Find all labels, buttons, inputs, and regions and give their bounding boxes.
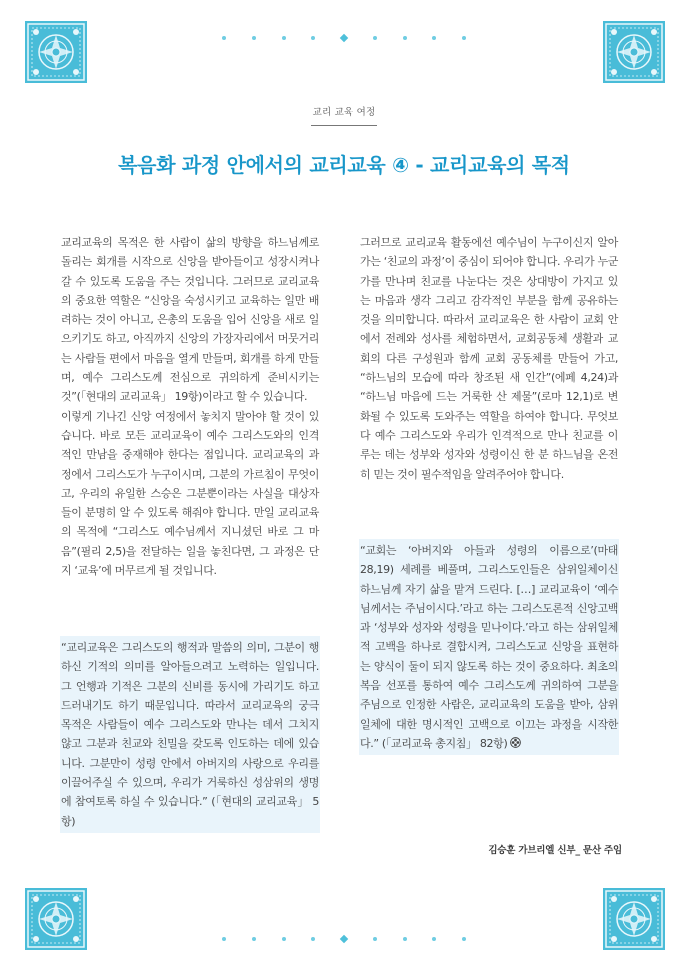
divider-dot [373, 36, 377, 40]
quote-text: “교리교육은 그리스도의 행적과 말씀의 의미, 그분이 행하신 기적의 의미를 알아들으려고 노력하는 일입니다. 그 언행과 기적은 그분의 신비를 동시에 가리기도 하고 드러내기도 하기 때문입니다. 따라서 교리교육의 궁극 목적은 사람들이 예수 그리스도와 만나는 데서 그치지 않고 그분과 친교와 친밀을 갖도록 인도하는 데에 있습니다. 그분만이 성령 안에서 아버지의 사랑으로 우리를 이끌어주실 수 있으며, 우리가 거룩하신 성삼위의 생명에 참여토록 하실 수 있습니다.” (「현대의 교리교육」 5항) [61, 641, 319, 828]
divider-dot [222, 937, 226, 941]
corner-ornament-top-left [24, 20, 88, 84]
divider-dot [222, 36, 226, 40]
body-paragraph: 그러므로 교리교육 활동에선 예수님이 누구이신지 알아가는 ‘친교의 과정’이 중심이 되어야 합니다. 우리가 누군가를 만나며 친교를 나눈다는 것은 상대방이 가지고 있는 마음과 생각 그리고 감각적인 부분을 함께 공유하는 것을 의미합니다. 따라서 교리교육은 한 사람이 교회 안에서 전례와 성사를 체험하면서, 교회공동체 생활과 교회의 다른 구성원과 함께 교회 공동체를 만들어 가고, “하느님의 모습에 따라 창조된 새 인간”(에페 4,24)과 “하느님 마음에 드는 거룩한 산 제물”(로마 12,1)로 변화될 수 있도록 도와주는 역할을 하여야 합니다. 무엇보다 예수 그리스도와 우리가 인격적으로 만나 친교를 이루는 데는 성부와 성자와 성령이신 한 분 하느님을 온전히 믿는 것이 필수적임을 알려주어야 합니다. [360, 236, 618, 481]
ornamental-tile-icon [24, 887, 88, 951]
divider-dot [403, 937, 407, 941]
divider-dot [311, 937, 315, 941]
divider-dot [462, 36, 466, 40]
body-paragraph: 이렇게 기나긴 신앙 여정에서 놓치지 말아야 할 것이 있습니다. 바로 모든 교리교육이 예수 그리스도와의 인격적인 만남을 중재해야 한다는 점입니다. 교리교육의 과정에서 그리스도가 누구이시며, 그분의 가르침이 무엇이고, 우리의 유일한 스승은 그분뿐이라는 사실을 대상자들이 분명히 알 수 있도록 해줘야 합니다. 만일 교리교육의 목적에 “그리스도 예수님께서 지니셨던 바로 그 마음”(필리 2,5)을 전달하는 일을 놓친다면, 그 과정은 단지 ‘교육’에 머무르게 될 것입니다. [61, 409, 319, 578]
divider-diamond [340, 34, 348, 42]
quote-text: “교회는 ‘아버지와 아들과 성령의 이름으로’(마태 28,19) 세례를 베풀며, 그리스도인들은 삼위일체이신 하느님께 자기 삶을 맡겨 드린다. […] 교리교육이 ‘예수님께서는 주님이시다.’라고 하는 그리스도론적 신앙고백과 ‘성부와 성자와 성령을 믿나이다.’라고 하는 삼위일체적 고백을 하나로 결합시켜, 그리스도교 신앙을 표현하는 양식이 둘이 되지 않도록 하는 것이 중요하다. 최초의 복음 선포를 통하여 예수 그리스도께 귀의하여 그분을 주님으로 인정한 사람은, 교리교육의 도움을 받아, 삼위일체에 대한 명시적인 고백으로 이끄는 과정을 시작한다.” (「교리교육 총지침」 82항) [360, 544, 618, 750]
author-byline: 김승훈 가브리엘 신부_ 문산 주임 [488, 845, 622, 856]
divider-diamond [340, 935, 348, 943]
top-dot-divider [222, 33, 466, 43]
divider-dot [282, 36, 286, 40]
quote-box-right [359, 539, 619, 755]
divider-dot [252, 937, 256, 941]
ornamental-tile-icon [602, 20, 666, 84]
ornamental-tile-icon [24, 20, 88, 84]
divider-dot [282, 937, 286, 941]
corner-ornament-top-right [602, 20, 666, 84]
divider-dot [462, 937, 466, 941]
category-underline [311, 125, 377, 126]
page-title: 복음화 과정 안에서의 교리교육 ④ - 교리교육의 목적 [118, 153, 570, 177]
flower-ornament-icon [510, 737, 521, 748]
divider-dot [252, 36, 256, 40]
divider-dot [373, 937, 377, 941]
quote-box-left [60, 636, 320, 833]
corner-ornament-bottom-right [602, 887, 666, 951]
left-column [61, 233, 319, 580]
section-category: 교리 교육 여정 [312, 107, 376, 118]
ornamental-tile-icon [602, 887, 666, 951]
divider-dot [403, 36, 407, 40]
corner-ornament-bottom-left [24, 887, 88, 951]
divider-dot [432, 36, 436, 40]
bottom-dot-divider [222, 934, 466, 944]
right-column [360, 233, 618, 484]
body-paragraph: 교리교육의 목적은 한 사람이 삶의 방향을 하느님께로 돌리는 회개를 시작으로 신앙을 받아들이고 성장시켜나갈 수 있도록 도움을 주는 것입니다. 그러므로 교리교육의 중요한 역할은 “신앙을 숙성시키고 교육하는 일만 배려하는 것이 아니고, 은총의 도움을 입어 신앙을 새로 일으키기도 하고, 아직까지 신앙의 가장자리에서 머뭇거리는 사람들 편에서 마음을 열게 만들며, 회개를 하게 만들며, 예수 그리스도께 전심으로 귀의하게 준비시키는 것”(「현대의 교리교육」 19항)이라고 할 수 있습니다. [61, 236, 319, 404]
divider-dot [311, 36, 315, 40]
divider-dot [432, 937, 436, 941]
